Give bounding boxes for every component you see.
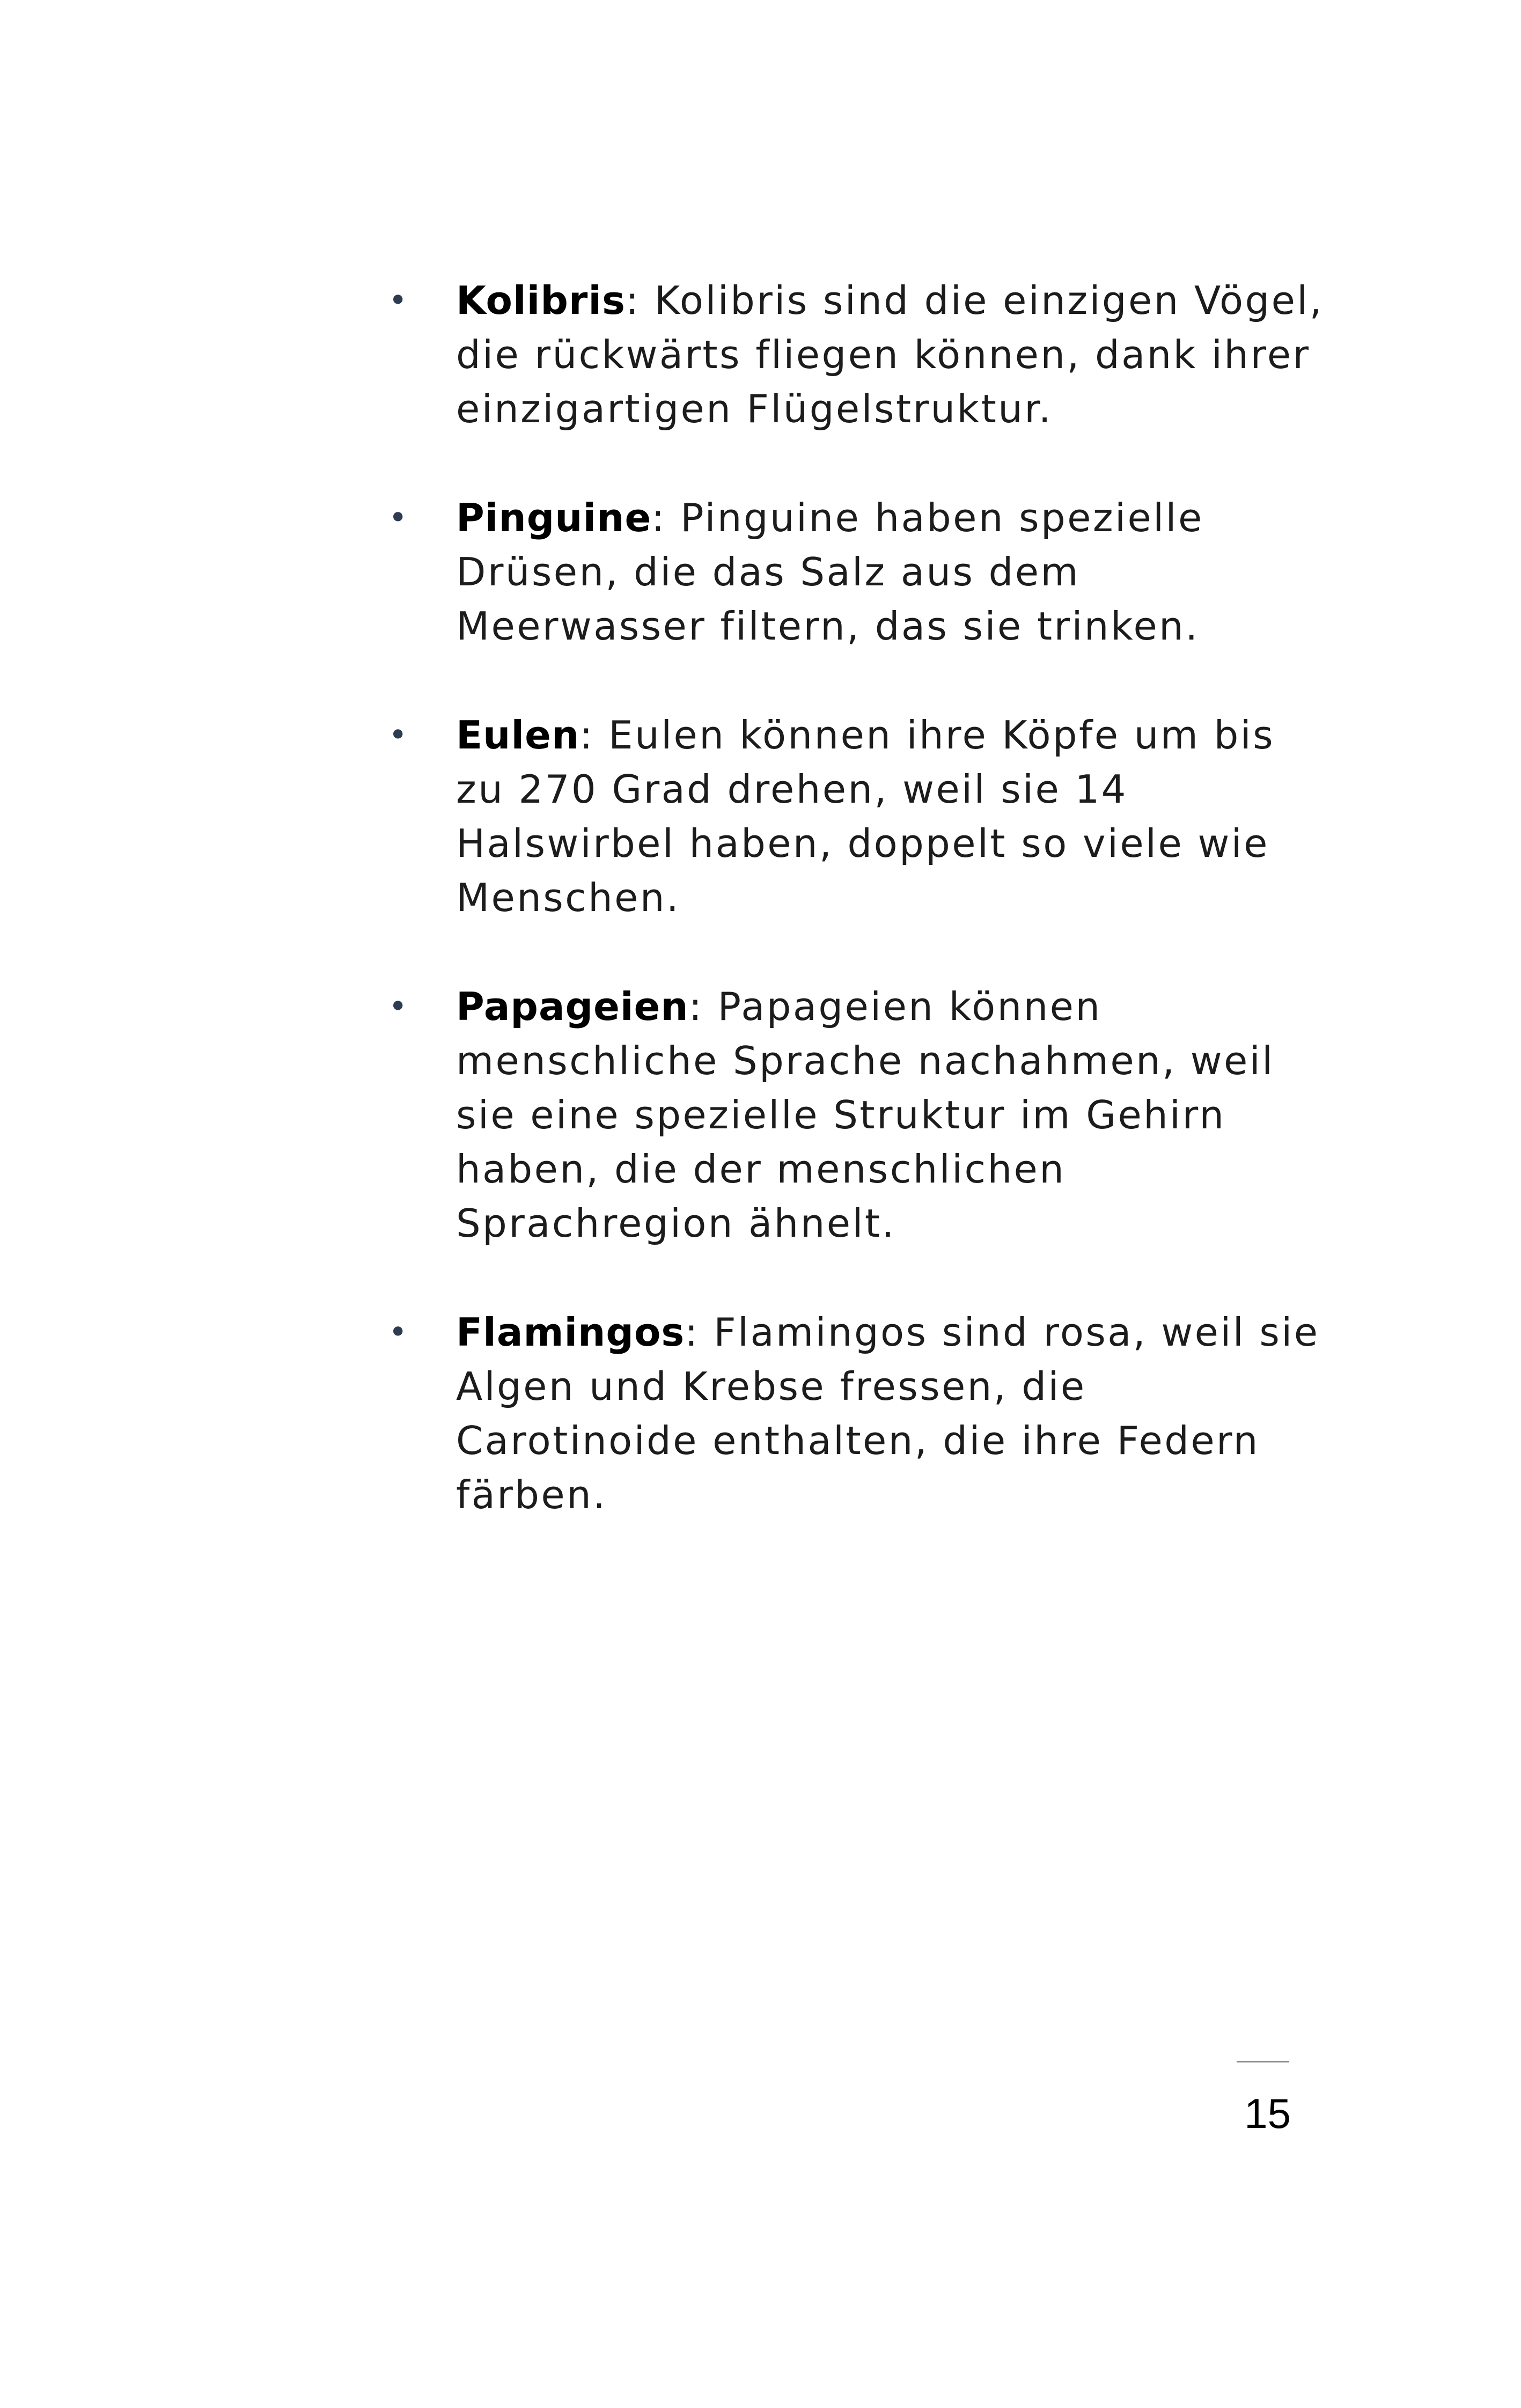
bullet-icon: • bbox=[388, 499, 409, 537]
item-separator: : bbox=[579, 713, 594, 758]
item-separator: : bbox=[651, 495, 666, 540]
list-item bbox=[381, 980, 1325, 1251]
item-term: Pinguine bbox=[456, 495, 652, 540]
item-text: Kolibris sind die einzigen Vögel, die rückwärts fliegen können, dank ihrer einzigartigen Flügelstruktur. bbox=[456, 278, 1324, 431]
item-term: Eulen bbox=[456, 713, 580, 758]
item-separator: : bbox=[625, 278, 641, 323]
item-term: Papageien bbox=[456, 984, 689, 1029]
item-term: Kolibris bbox=[456, 278, 626, 323]
list-item bbox=[381, 1305, 1325, 1522]
bullet-icon: • bbox=[388, 716, 409, 754]
bird-facts-list bbox=[381, 274, 1325, 1577]
list-item bbox=[381, 491, 1325, 654]
footer-divider bbox=[1237, 2061, 1289, 2062]
item-separator: : bbox=[685, 1310, 700, 1355]
item-text: Papageien können menschliche Sprache nachahmen, weil sie eine spezielle Struktur im Gehirn haben, die der menschlichen Sprachregion ähnelt. bbox=[456, 984, 1275, 1246]
list-item bbox=[381, 274, 1325, 436]
bullet-icon: • bbox=[388, 988, 409, 1025]
item-text: Eulen können ihre Köpfe um bis zu 270 Grad drehen, weil sie 14 Halswirbel haben, doppelt so viele wie Menschen. bbox=[456, 713, 1275, 920]
list-item bbox=[381, 708, 1325, 925]
item-term: Flamingos bbox=[456, 1310, 685, 1355]
item-text: Flamingos sind rosa, weil sie Algen und Krebse fressen, die Carotinoide enthalten, die ihre Federn färben. bbox=[456, 1310, 1320, 1517]
item-text: Pinguine haben spezielle Drüsen, die das Salz aus dem Meerwasser filtern, das sie trinken. bbox=[456, 495, 1204, 649]
page-number: 15 bbox=[1244, 2090, 1291, 2137]
bullet-icon: • bbox=[388, 282, 409, 319]
item-separator: : bbox=[688, 984, 704, 1029]
bullet-icon: • bbox=[388, 1313, 409, 1351]
